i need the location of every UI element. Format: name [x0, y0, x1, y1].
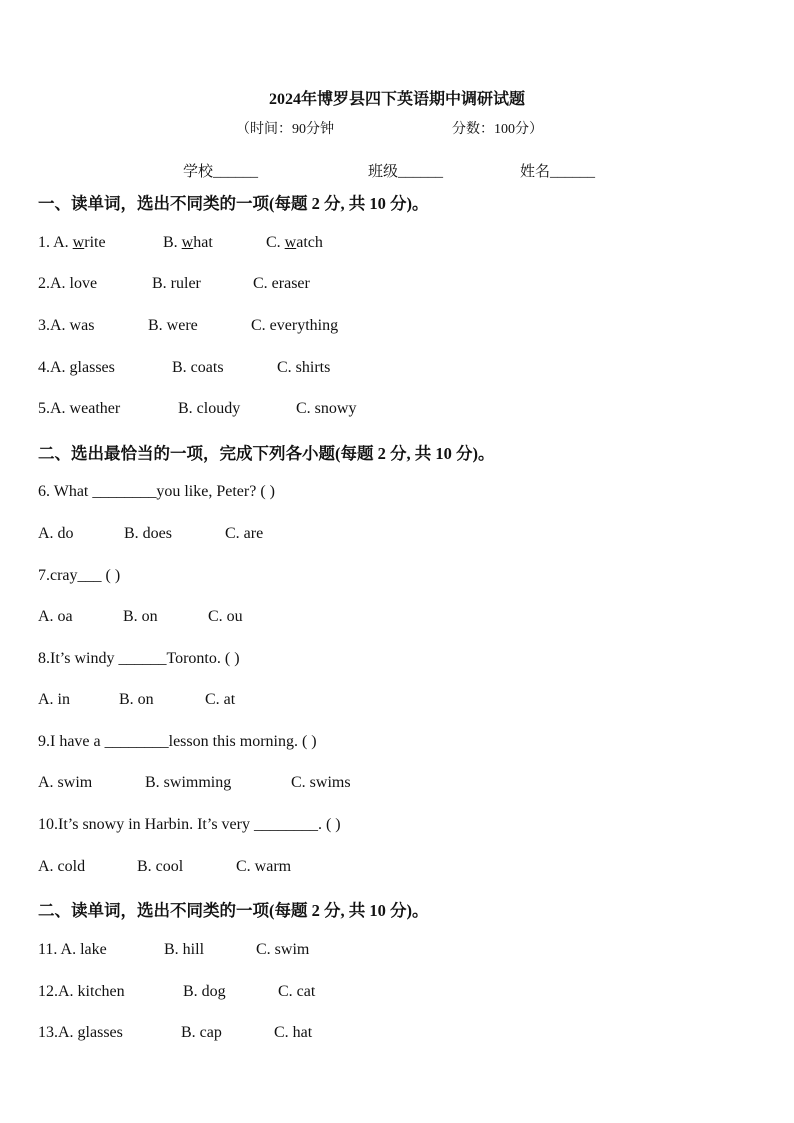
q11-option-a: 11. A. lake: [38, 941, 107, 958]
q1-a-rest: rite: [84, 234, 106, 251]
q9-stem: 9.I have a ________lesson this morning. ( ): [38, 733, 317, 750]
question-10-options: [38, 858, 292, 876]
q1-b-underline: w: [181, 234, 194, 251]
q1-b-rest: hat: [193, 234, 213, 251]
question-11: [38, 941, 310, 959]
q12-option-b: B. dog: [183, 983, 226, 1000]
question-3: [38, 317, 339, 335]
question-12: [38, 983, 316, 1001]
question-13: [38, 1024, 313, 1042]
q6-option-c: C. are: [225, 525, 264, 542]
q3-option-c: C. everything: [251, 317, 339, 334]
q1-c-rest: atch: [296, 234, 323, 251]
q11-option-b: B. hill: [164, 941, 205, 958]
q8-option-b: B. on: [119, 691, 154, 708]
q1-c-prefix: C.: [266, 234, 285, 251]
school-field[interactable]: 学校______: [183, 164, 259, 180]
question-1: [38, 234, 323, 252]
q7-option-a: A. oa: [38, 608, 73, 625]
exam-time: （时间：90分钟: [236, 122, 334, 137]
class-field[interactable]: 班级______: [368, 164, 444, 180]
q10-option-b: B. cool: [137, 858, 184, 875]
q2-option-b: B. ruler: [152, 275, 201, 292]
q4-option-a: 4.A. glasses: [38, 359, 115, 376]
q8-option-c: C. at: [205, 691, 236, 708]
q1-c-underline: w: [284, 234, 297, 251]
q2-option-c: C. eraser: [253, 275, 310, 292]
q8-option-a: A. in: [38, 691, 70, 708]
q13-option-b: B. cap: [181, 1024, 222, 1041]
q9-option-b: B. swimming: [145, 774, 232, 791]
q12-option-c: C. cat: [278, 983, 316, 1000]
q1-number: 1. A.: [38, 234, 73, 251]
q1-a-underline: w: [72, 234, 85, 251]
q5-option-c: C. snowy: [296, 400, 357, 417]
q6-option-b: B. does: [124, 525, 172, 542]
section-3-heading: 二、读单词，选出不同类的一项(每题 2 分, 共 10 分)。: [38, 901, 429, 920]
question-8-options: [38, 691, 236, 709]
question-2: [38, 275, 310, 293]
q7-stem: 7.cray___ ( ): [38, 567, 121, 584]
q2-option-a: 2.A. love: [38, 275, 98, 292]
q7-option-b: B. on: [123, 608, 158, 625]
q9-option-a: A. swim: [38, 774, 93, 791]
q5-option-b: B. cloudy: [178, 400, 241, 417]
section-2-heading: 二、选出最恰当的一项，完成下列各小题(每题 2 分, 共 10 分)。: [38, 444, 495, 463]
name-field[interactable]: 姓名______: [520, 164, 596, 180]
q6-stem: 6. What ________you like, Peter? ( ): [38, 483, 275, 500]
q10-option-a: A. cold: [38, 858, 86, 875]
q13-option-c: C. hat: [274, 1024, 313, 1041]
q13-option-a: 13.A. glasses: [38, 1024, 123, 1041]
q11-option-c: C. swim: [256, 941, 310, 958]
section-1-heading: 一、读单词，选出不同类的一项(每题 2 分, 共 10 分)。: [38, 194, 429, 213]
question-5: [38, 400, 357, 418]
question-4: [38, 359, 331, 377]
exam-score: 分数：100分）: [452, 122, 543, 137]
q12-option-a: 12.A. kitchen: [38, 983, 125, 1000]
q1-b-prefix: B.: [163, 234, 182, 251]
page-title: 2024年博罗县四下英语期中调研试题: [268, 91, 525, 108]
question-7-options: [38, 608, 243, 626]
q3-option-a: 3.A. was: [38, 317, 95, 334]
question-6-options: [38, 525, 264, 543]
q3-option-b: B. were: [148, 317, 198, 334]
q10-option-c: C. warm: [236, 858, 292, 875]
q7-option-c: C. ou: [208, 608, 243, 625]
q4-option-b: B. coats: [172, 359, 224, 376]
q4-option-c: C. shirts: [277, 359, 331, 376]
q6-option-a: A. do: [38, 525, 74, 542]
question-9-options: [38, 774, 351, 792]
q5-option-a: 5.A. weather: [38, 400, 121, 417]
q10-stem: 10.It’s snowy in Harbin. It’s very ________. ( ): [38, 816, 341, 833]
q9-option-c: C. swims: [291, 774, 351, 791]
q8-stem: 8.It’s windy ______Toronto. ( ): [38, 650, 240, 667]
